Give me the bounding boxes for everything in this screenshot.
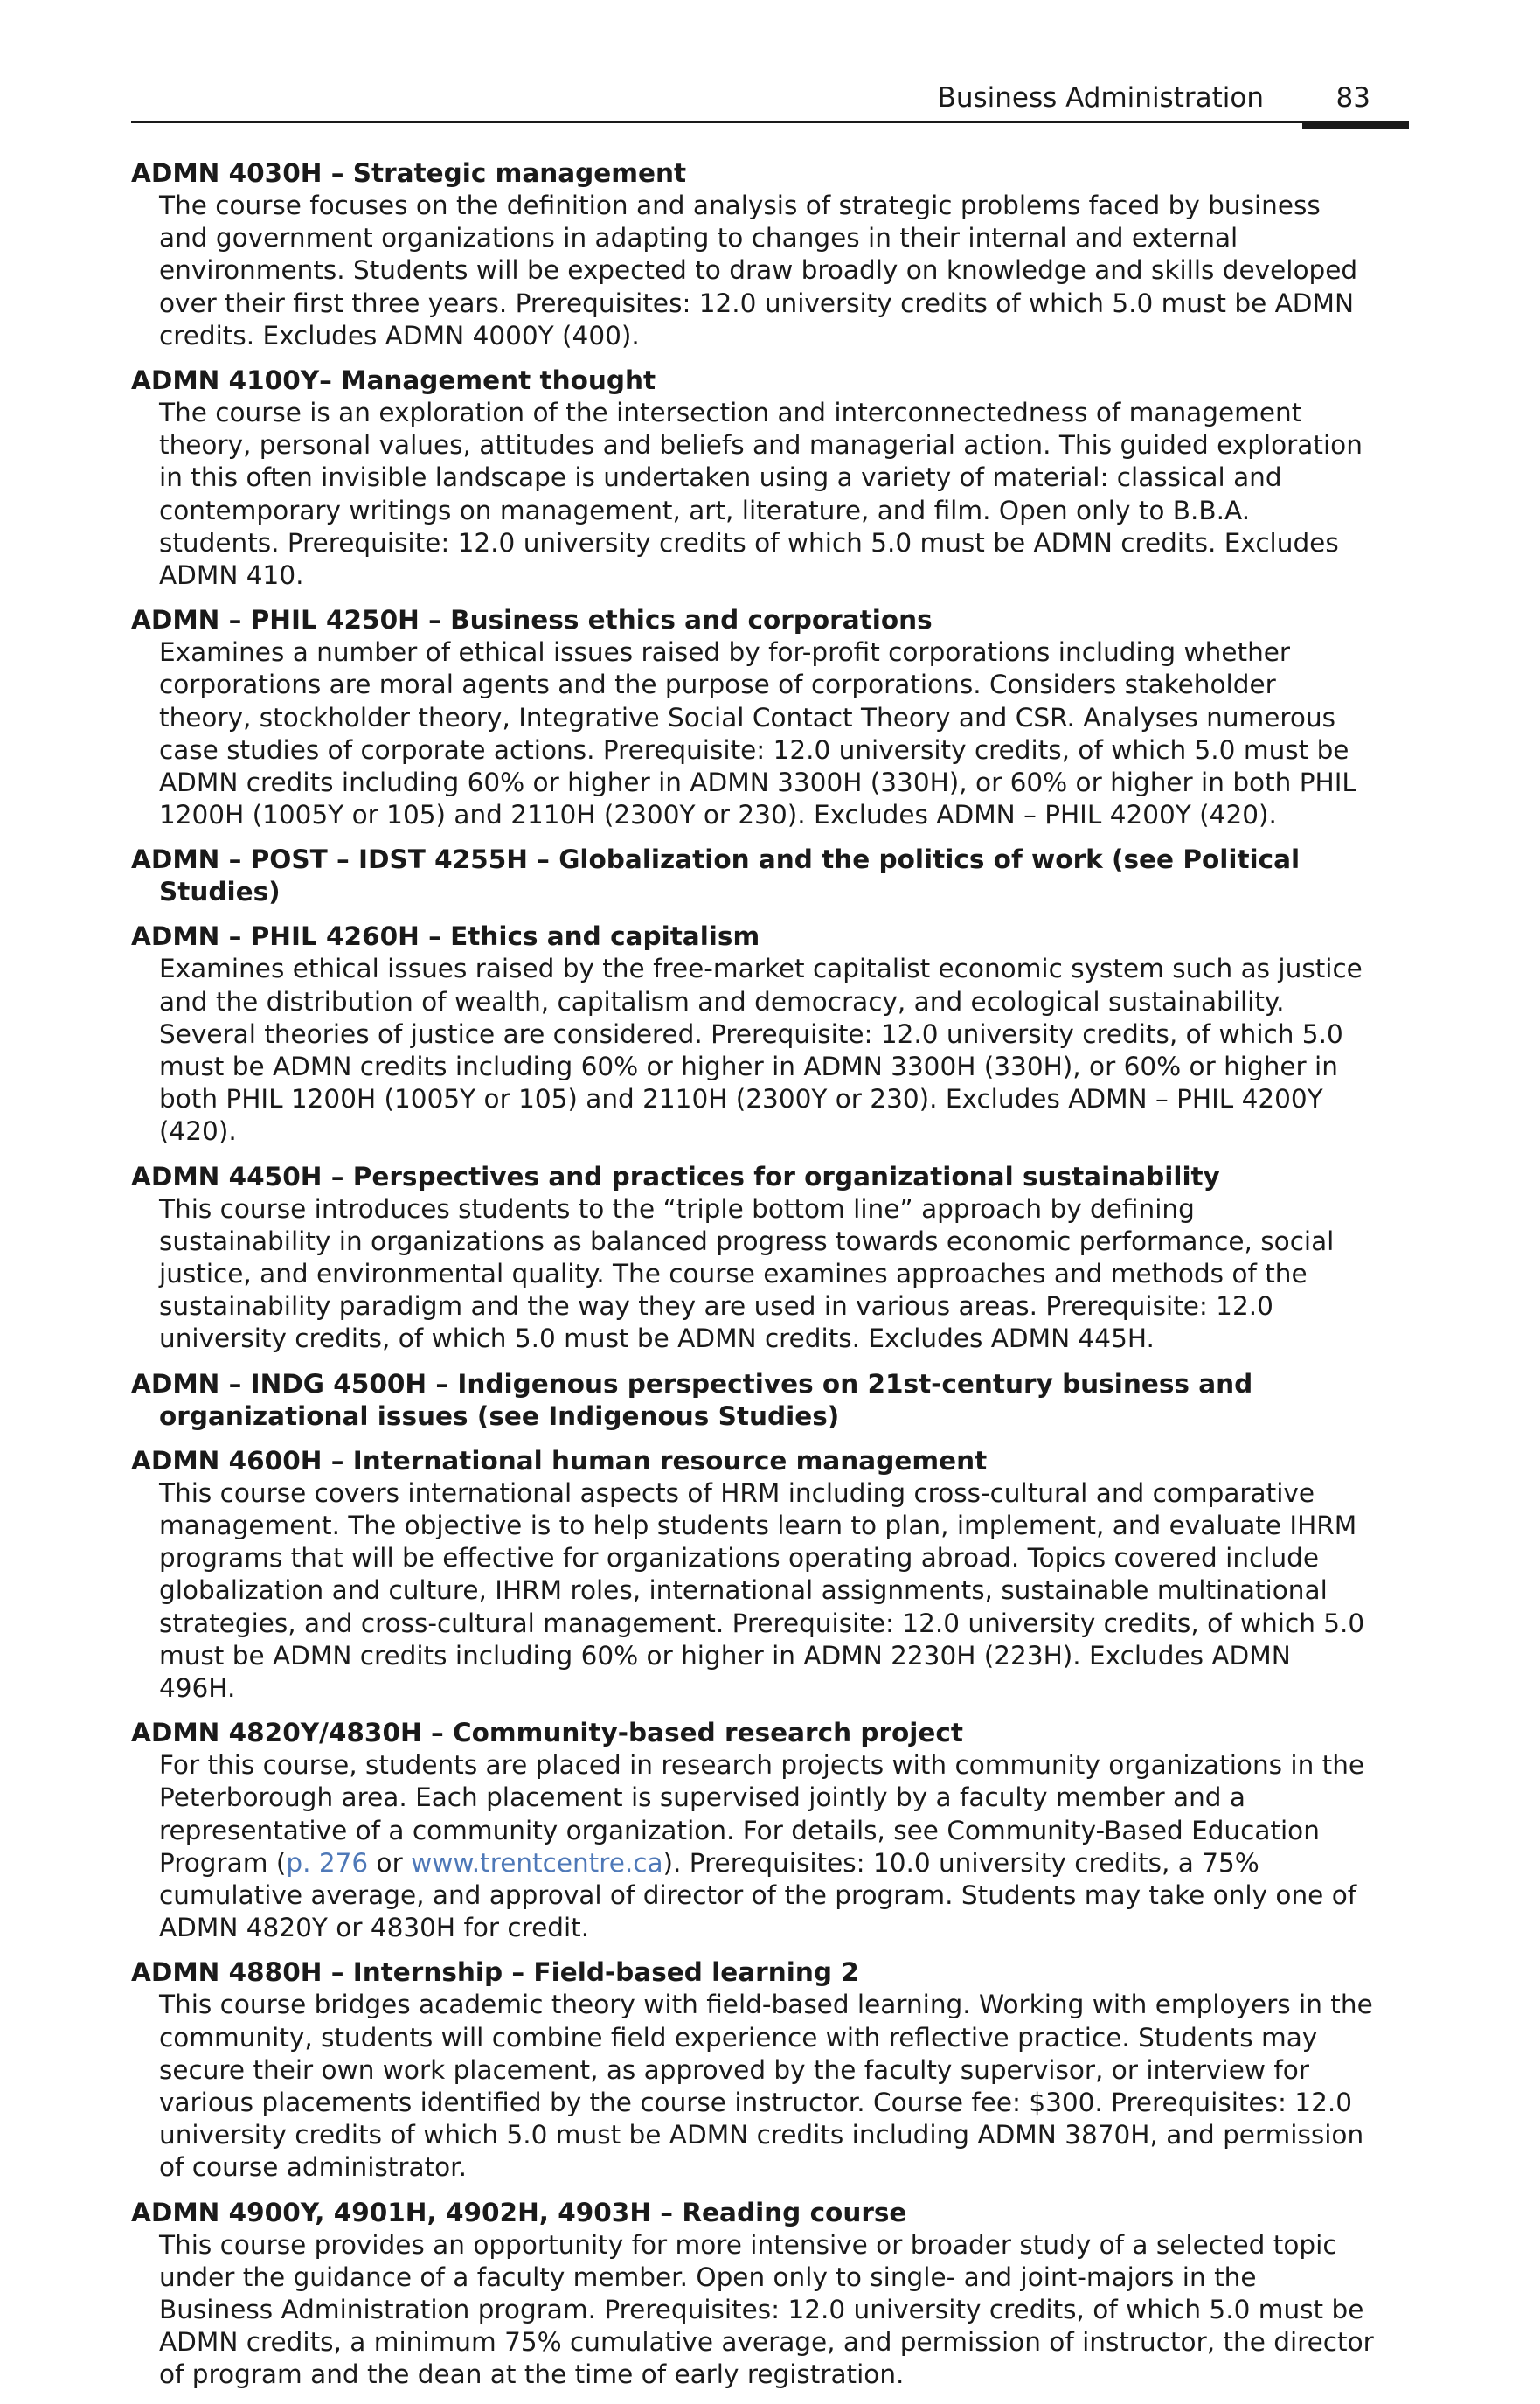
course-entry-phil-4250h (131, 604, 1409, 831)
course-entry-admn-4820y (131, 1717, 1409, 1944)
course-entry-admn-4100y (131, 365, 1409, 592)
course-title: ADMN – INDG 4500H – Indigenous perspectives on 21st-century business and organizational issues (see Indigenous Studies) (131, 1368, 1253, 1431)
course-title: ADMN 4450H – Perspectives and practices for organizational sustainability (131, 1161, 1220, 1192)
course-description: This course provides an opportunity for more intensive or broader study of a selected topic under the guidance of a faculty member. Open only to single- and joint-majors in the Business Administration program. Prerequisites: 12.0 university credits, of which 5.0 must be ADMN credits, a minimum 75% cumulative average, and permission of instructor, the director of program and the dean at the time of early registration. (159, 2229, 1374, 2390)
course-entry-admn-4600h (131, 1445, 1409, 1705)
course-description: The course focuses on the definition and analysis of strategic problems faced by business and government organizations in adapting to changes in their internal and external environments. Students will be expected to draw broadly on knowledge and skills developed over their first three years. Prerequisites: 12.0 university credits of which 5.0 must be ADMN credits. Excludes ADMN 4000Y (400). (159, 191, 1358, 351)
course-title: ADMN – PHIL 4250H – Business ethics and corporations (131, 605, 933, 636)
course-entry-admn-4900y (131, 2197, 1409, 2392)
page-number: 83 (1335, 82, 1370, 114)
desc-text: or (368, 1847, 412, 1878)
course-description: This course introduces students to the “triple bottom line” approach by defining sustainability in organizations as balanced progress towards economic performance, social justice, and environmental quality. The course examines approaches and methods of the sustainability paradigm and the way they are used in various areas. Prerequisite: 12.0 university credits, of which 5.0 must be ADMN credits. Excludes ADMN 445H. (159, 1193, 1335, 1354)
course-entry-idst-4255h (131, 844, 1409, 908)
course-entry-admn-4880h (131, 1956, 1409, 2184)
course-title: ADMN 4100Y– Management thought (131, 365, 656, 396)
course-entry-admn-4030h (131, 157, 1409, 352)
course-description: This course bridges academic theory with field-based learning. Working with employers in the community, students will combine field experience with reflective practice. Students may secure their own work placement, as approved by the faculty supervisor, or interview for various placements identified by the course instructor. Course fee: $300. Prerequisites: 12.0 university credits of which 5.0 must be ADMN credits including ADMN 3870H, and permission of course administrator. (159, 1990, 1373, 2183)
course-list (131, 157, 1409, 2404)
course-description: This course covers international aspects of HRM including cross-cultural and comparative management. The objective is to help students learn to plan, implement, and evaluate IHRM programs that will be effective for organizations operating abroad. Topics covered include globalization and culture, IHRM roles, international assignments, sustainable multinational strategies, and cross-cultural management. Prerequisite: 12.0 university credits, of which 5.0 must be ADMN credits including 60% or higher in ADMN 2230H (223H). Excludes ADMN 496H. (159, 1477, 1365, 1703)
course-description: Examines a number of ethical issues raised by for-profit corporations including whether corporations are moral agents and the purpose of corporations. Considers stakeholder theory, stockholder theory, Integrative Social Contact Theory and CSR. Analyses numerous case studies of corporate actions. Prerequisite: 12.0 university credits, of which 5.0 must be ADMN credits including 60% or higher in ADMN 3300H (330H), or 60% or higher in both PHIL 1200H (1005Y or 105) and 2110H (2300Y or 230). Excludes ADMN – PHIL 4200Y (420). (159, 637, 1356, 830)
trentcentre-website-link[interactable]: www.trentcentre.ca (411, 1847, 663, 1878)
course-title: ADMN – PHIL 4260H – Ethics and capitalism (131, 921, 760, 952)
page-reference-link[interactable]: p. 276 (286, 1847, 369, 1878)
course-entry-indg-4500h (131, 1368, 1409, 1433)
course-title: ADMN – POST – IDST 4255H – Globalization and the politics of work (see Political Studies) (131, 844, 1301, 907)
running-header (131, 77, 1409, 124)
course-title: ADMN 4820Y/4830H – Community-based research project (131, 1718, 963, 1748)
course-entry-phil-4260h (131, 921, 1409, 1148)
course-title: ADMN 4900Y, 4901H, 4902H, 4903H – Reading course (131, 2197, 907, 2227)
course-title: ADMN 4600H – International human resource management (131, 1445, 988, 1476)
course-title: ADMN 4030H – Strategic management (131, 158, 687, 188)
course-description: The course is an exploration of the intersection and interconnectedness of management theory, personal values, attitudes and beliefs and managerial action. This guided exploration in this often invisible landscape is undertaken using a variety of material: classical and contemporary writings on management, art, literature, and film. Open only to B.B.A. students. Prerequisite: 12.0 university credits of which 5.0 must be ADMN credits. Excludes ADMN 410. (159, 398, 1363, 591)
course-title: ADMN 4880H – Internship – Field-based learning 2 (131, 1957, 859, 1988)
header-section-title: Business Administration (937, 82, 1264, 114)
desc-text: ). Prerequisites: 10.0 university credits, a 75% cumulative average, and approval of director of the program. Students may take only one of ADMN 4820Y or 4830H for credit. (159, 1847, 1357, 1943)
header-page-tab (1302, 121, 1409, 129)
course-entry-admn-4450h (131, 1161, 1409, 1356)
header-rule (131, 121, 1409, 123)
desc-text: For this course, students are placed in research projects with community organizations in the Peterborough area. Each placement is supervised jointly by a faculty member and a representative of a community organization. For details, see Community-Based Education Program ( (159, 1750, 1365, 1878)
course-description (131, 1749, 1409, 1944)
course-description: Examines ethical issues raised by the free-market capitalist economic system such as justice and the distribution of wealth, capitalism and democracy, and ecological sustainability. Several theories of justice are considered. Prerequisite: 12.0 university credits, of which 5.0 must be ADMN credits including 60% or higher in ADMN 3300H (330H), or 60% or higher in both PHIL 1200H (1005Y or 105) and 2110H (2300Y or 230). Excludes ADMN – PHIL 4200Y (420). (159, 954, 1363, 1147)
